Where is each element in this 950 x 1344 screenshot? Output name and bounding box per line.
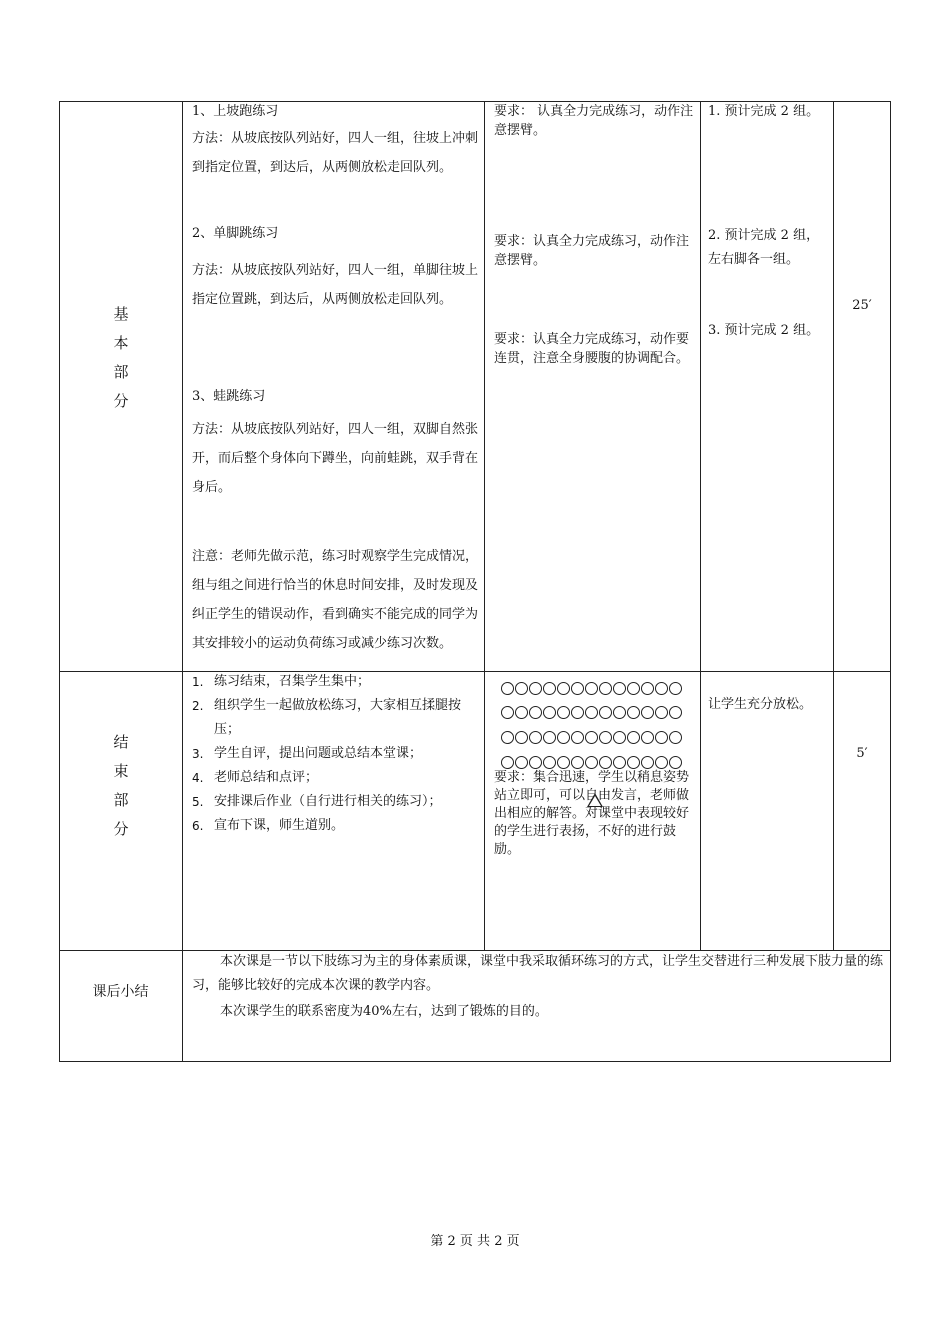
exercise-2-title: 2、单脚跳练习 <box>192 226 279 241</box>
main-section-time: 25′ <box>852 298 872 313</box>
student-circle-icon <box>655 756 668 769</box>
student-circle-icon <box>543 706 556 719</box>
list-item: 3. 学生自评，提出问题或总结本堂课； <box>192 746 423 761</box>
student-circle-icon <box>613 731 626 744</box>
main-section-note: 注意：老师先做示范，练习时观察学生完成情况，组与组之间进行恰当的休息时间安排，及时发现及纠正学生的错误动作，看到确实不能完成的同学为其安排较小的运动负荷练习或减少练习次数。 <box>192 549 479 651</box>
student-circle-icon <box>571 731 584 744</box>
student-circle-icon <box>599 731 612 744</box>
student-circle-icon <box>655 682 668 695</box>
student-circle-icon <box>585 706 598 719</box>
end-section-requirement: 要求：集合迅速，学生以稍息姿势站立即可，可以自由发言，老师做出相应的解答。对课堂中表现较好的学生进行表扬，不好的进行鼓励。 <box>494 770 690 857</box>
list-item: 1. 练习结束，召集学生集中； <box>192 674 371 689</box>
table-border-right <box>890 101 891 1062</box>
exercise-1-method: 方法：从坡底按队列站好，四人一组，往坡上冲刺到指定位置，到达后，从两侧放松走回队列。 <box>192 131 479 175</box>
exercise-3-plan: 3. 预计完成 2 组。 <box>708 323 820 338</box>
list-item: 4. 老师总结和点评； <box>192 770 319 785</box>
list-item: 5. 安排课后作业（自行进行相关的练习）； <box>192 794 442 809</box>
student-circle-icon <box>613 682 626 695</box>
end-section-time: 5′ <box>856 746 868 761</box>
col-divider-1 <box>182 101 183 1062</box>
page-number-footer: 第 2 页 共 2 页 <box>430 1234 520 1249</box>
student-circle-icon <box>627 731 640 744</box>
student-circle-icon <box>669 682 682 695</box>
formation-row-2 <box>501 706 682 719</box>
student-circle-icon <box>669 731 682 744</box>
student-circle-icon <box>529 731 542 744</box>
student-circle-icon <box>557 756 570 769</box>
summary-label: 课后小结 <box>92 984 149 1000</box>
exercise-1-title: 1、上坡跑练习 <box>192 104 279 119</box>
student-circle-icon <box>529 682 542 695</box>
formation-row-3 <box>501 731 682 744</box>
end-section-label: 结 束 部 分 <box>113 733 129 838</box>
col-divider-2 <box>484 101 485 951</box>
student-circle-icon <box>641 682 654 695</box>
formation-row-4 <box>501 756 682 769</box>
student-circle-icon <box>641 706 654 719</box>
student-circle-icon <box>515 682 528 695</box>
student-circle-icon <box>627 682 640 695</box>
exercise-1-plan: 1. 预计完成 2 组。 <box>708 104 820 119</box>
student-circle-icon <box>557 731 570 744</box>
list-item: 2. 组织学生一起做放松练习，大家相互揉腿按压； <box>192 698 462 737</box>
student-circle-icon <box>557 706 570 719</box>
student-circle-icon <box>599 682 612 695</box>
student-circle-icon <box>571 756 584 769</box>
col-divider-4 <box>833 101 834 951</box>
student-circle-icon <box>655 706 668 719</box>
exercise-2-requirement: 要求：认真全力完成练习，动作注意摆臂。 <box>494 234 690 268</box>
student-circle-icon <box>613 756 626 769</box>
student-circle-icon <box>501 706 514 719</box>
exercise-2-plan: 2. 预计完成 2 组，左右脚各一组。 <box>708 228 820 267</box>
table-border-bottom <box>59 1061 891 1062</box>
student-circle-icon <box>543 682 556 695</box>
student-circle-icon <box>529 706 542 719</box>
end-section-steps <box>192 670 478 838</box>
student-circle-icon <box>543 731 556 744</box>
student-circle-icon <box>557 682 570 695</box>
formation-row-1 <box>501 682 682 695</box>
summary-paragraph-2: 本次课学生的联系密度为40%左右，达到了锻炼的目的。 <box>220 1004 548 1019</box>
exercise-3-title: 3、蛙跳练习 <box>192 389 266 404</box>
list-item: 6. 宣布下课，师生道别。 <box>192 818 345 833</box>
student-circle-icon <box>585 731 598 744</box>
student-circle-icon <box>585 756 598 769</box>
exercise-3-method: 方法：从坡底按队列站好，四人一组，双脚自然张开，而后整个身体向下蹲坐，向前蛙跳，双手背在身后。 <box>192 422 479 495</box>
student-circle-icon <box>515 731 528 744</box>
student-circle-icon <box>585 682 598 695</box>
teacher-triangle-icon <box>587 793 603 807</box>
main-section-label: 基 本 部 分 <box>113 305 129 410</box>
student-circle-icon <box>571 706 584 719</box>
exercise-2-method: 方法：从坡底按队列站好，四人一组，单脚往坡上指定位置跳，到达后，从两侧放松走回队列。 <box>192 263 479 307</box>
student-circle-icon <box>669 756 682 769</box>
student-circle-icon <box>641 756 654 769</box>
student-circle-icon <box>669 706 682 719</box>
exercise-1-requirement: 要求： 认真全力完成练习，动作注意摆臂。 <box>494 104 694 138</box>
exercise-3-requirement: 要求：认真全力完成练习，动作要连贯，注意全身腰腹的协调配合。 <box>494 332 690 366</box>
student-circle-icon <box>515 706 528 719</box>
student-circle-icon <box>599 706 612 719</box>
student-circle-icon <box>501 756 514 769</box>
summary-text <box>192 950 886 1024</box>
student-circle-icon <box>627 756 640 769</box>
student-circle-icon <box>529 756 542 769</box>
student-circle-icon <box>543 756 556 769</box>
student-circle-icon <box>655 731 668 744</box>
student-circle-icon <box>501 731 514 744</box>
table-border-left <box>59 101 60 1062</box>
end-section-plan: 让学生充分放松。 <box>708 697 813 712</box>
student-circle-icon <box>627 706 640 719</box>
student-circle-icon <box>501 682 514 695</box>
student-circle-icon <box>641 731 654 744</box>
student-circle-icon <box>571 682 584 695</box>
summary-paragraph-1: 本次课是一节以下肢练习为主的身体素质课，课堂中我采取循环练习的方式，让学生交替进行三种发展下肢力量的练习，能够比较好的完成本次课的教学内容。 <box>192 954 884 993</box>
student-circle-icon <box>599 756 612 769</box>
student-circle-icon <box>515 756 528 769</box>
student-circle-icon <box>613 706 626 719</box>
col-divider-3 <box>700 101 701 951</box>
